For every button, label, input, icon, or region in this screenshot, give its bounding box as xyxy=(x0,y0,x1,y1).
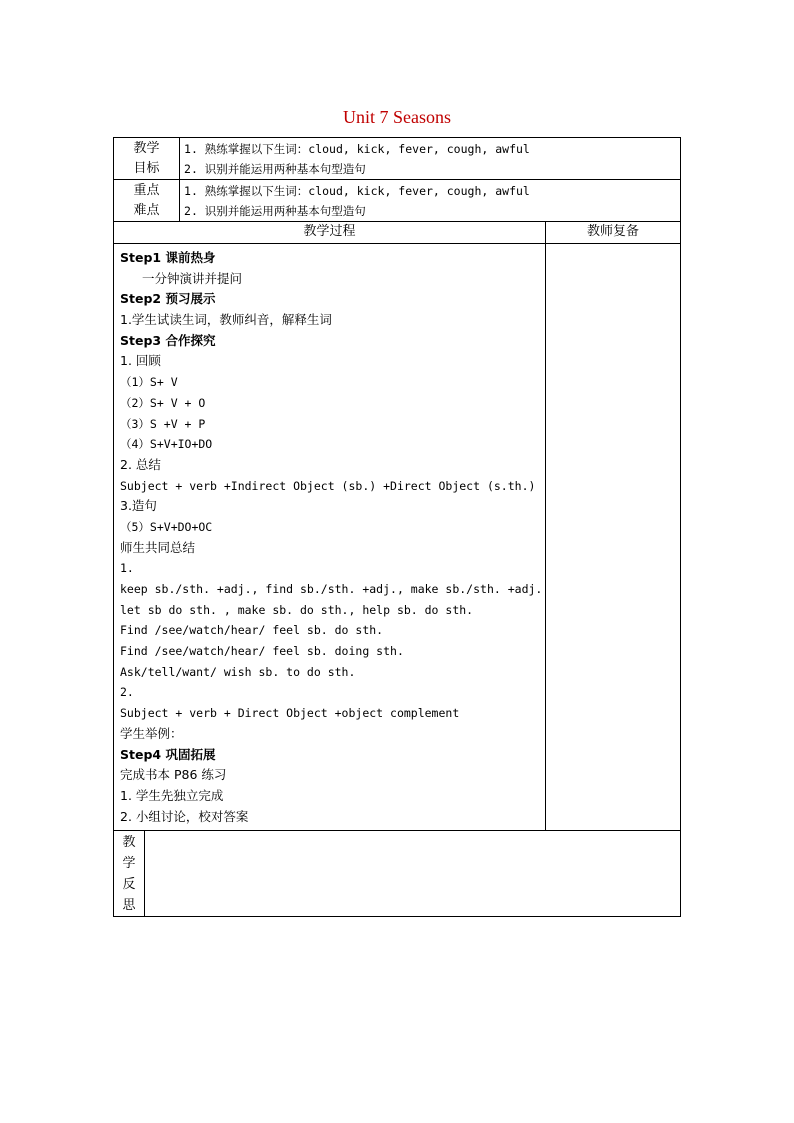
process-line: 学生举例： xyxy=(120,725,183,741)
objectives-content xyxy=(180,138,681,180)
key-points-label xyxy=(114,180,180,222)
reflection-row xyxy=(114,831,681,917)
process-line: 1. xyxy=(120,561,134,576)
step-heading: Step3 合作探究 xyxy=(120,332,216,348)
reflection-label xyxy=(114,831,145,917)
lesson-plan-table xyxy=(113,137,681,917)
process-line: 完成书本 P86 练习 xyxy=(120,767,227,783)
header-row xyxy=(114,222,681,244)
notes-header: 教师复备 xyxy=(546,222,681,244)
step-heading: Step1 课前热身 xyxy=(120,250,216,265)
process-line: （3）S +V + P xyxy=(120,416,206,431)
process-line: keep sb./sth. +adj., find sb./sth. +adj., make sb./sth. +adj. xyxy=(120,582,543,596)
key-points-label-line: 重点 xyxy=(133,183,160,198)
process-line: let sb do sth. , make sb. do sth., help sb. do sth. xyxy=(120,602,474,617)
process-line: 师生共同总结 xyxy=(120,539,196,555)
process-line: Subject + verb +Indirect Object (sb.) +Direct Object (s.th.) xyxy=(120,478,536,493)
process-line: （5）S+V+DO+OC xyxy=(120,519,213,534)
key-point-item: 1. 熟练掌握以下生词：cloud, kick, fever, cough, awful xyxy=(184,184,530,198)
process-line: Find /see/watch/hear/ feel sb. doing sth. xyxy=(120,644,404,659)
process-line: 1. 学生先独立完成 xyxy=(120,787,224,803)
reflection-label-char: 反 xyxy=(122,877,136,892)
process-line: （2）S+ V + O xyxy=(120,395,206,410)
objectives-label xyxy=(114,138,180,180)
key-points-row xyxy=(114,180,681,222)
key-points-content xyxy=(180,180,681,222)
reflection-label-char: 学 xyxy=(122,856,136,871)
reflection-content xyxy=(145,831,681,917)
process-line: 1. 回顾 xyxy=(120,353,161,369)
process-line: Subject + verb + Direct Object +object complement xyxy=(120,706,460,721)
process-line: 2. xyxy=(120,685,134,700)
process-content xyxy=(114,244,546,831)
process-line: 2. 小组讨论，校对答案 xyxy=(120,808,249,824)
process-line: 2. 总结 xyxy=(120,456,161,472)
process-row xyxy=(114,244,681,831)
process-line: 1.学生试读生词，教师纠音，解释生词 xyxy=(120,312,332,328)
step-heading: Step2 预习展示 xyxy=(120,291,216,307)
objectives-label-line: 目标 xyxy=(133,161,160,176)
key-point-item: 2. 识别并能运用两种基本句型造句 xyxy=(184,204,366,218)
notes-content xyxy=(546,244,681,831)
objectives-label-line: 教学 xyxy=(133,141,160,156)
process-line: 一分钟演讲并提问 xyxy=(142,270,243,286)
step-heading: Step4 巩固拓展 xyxy=(120,746,216,762)
process-header: 教学过程 xyxy=(114,222,546,244)
key-points-label-line: 难点 xyxy=(133,203,160,218)
process-line: Find /see/watch/hear/ feel sb. do sth. xyxy=(120,623,384,638)
objective-item: 2. 识别并能运用两种基本句型造句 xyxy=(184,162,366,176)
page-title: Unit 7 Seasons xyxy=(343,107,451,127)
objectives-row xyxy=(114,138,681,180)
process-line: （1）S+ V xyxy=(120,375,178,390)
process-line: 3.造句 xyxy=(120,498,157,514)
reflection-label-char: 教 xyxy=(122,835,136,850)
process-line: Ask/tell/want/ wish sb. to do sth. xyxy=(120,664,356,679)
objective-item: 1. 熟练掌握以下生词：cloud, kick, fever, cough, awful xyxy=(184,142,530,156)
process-line: （4）S+V+IO+DO xyxy=(120,437,213,452)
reflection-label-char: 思 xyxy=(122,898,136,913)
